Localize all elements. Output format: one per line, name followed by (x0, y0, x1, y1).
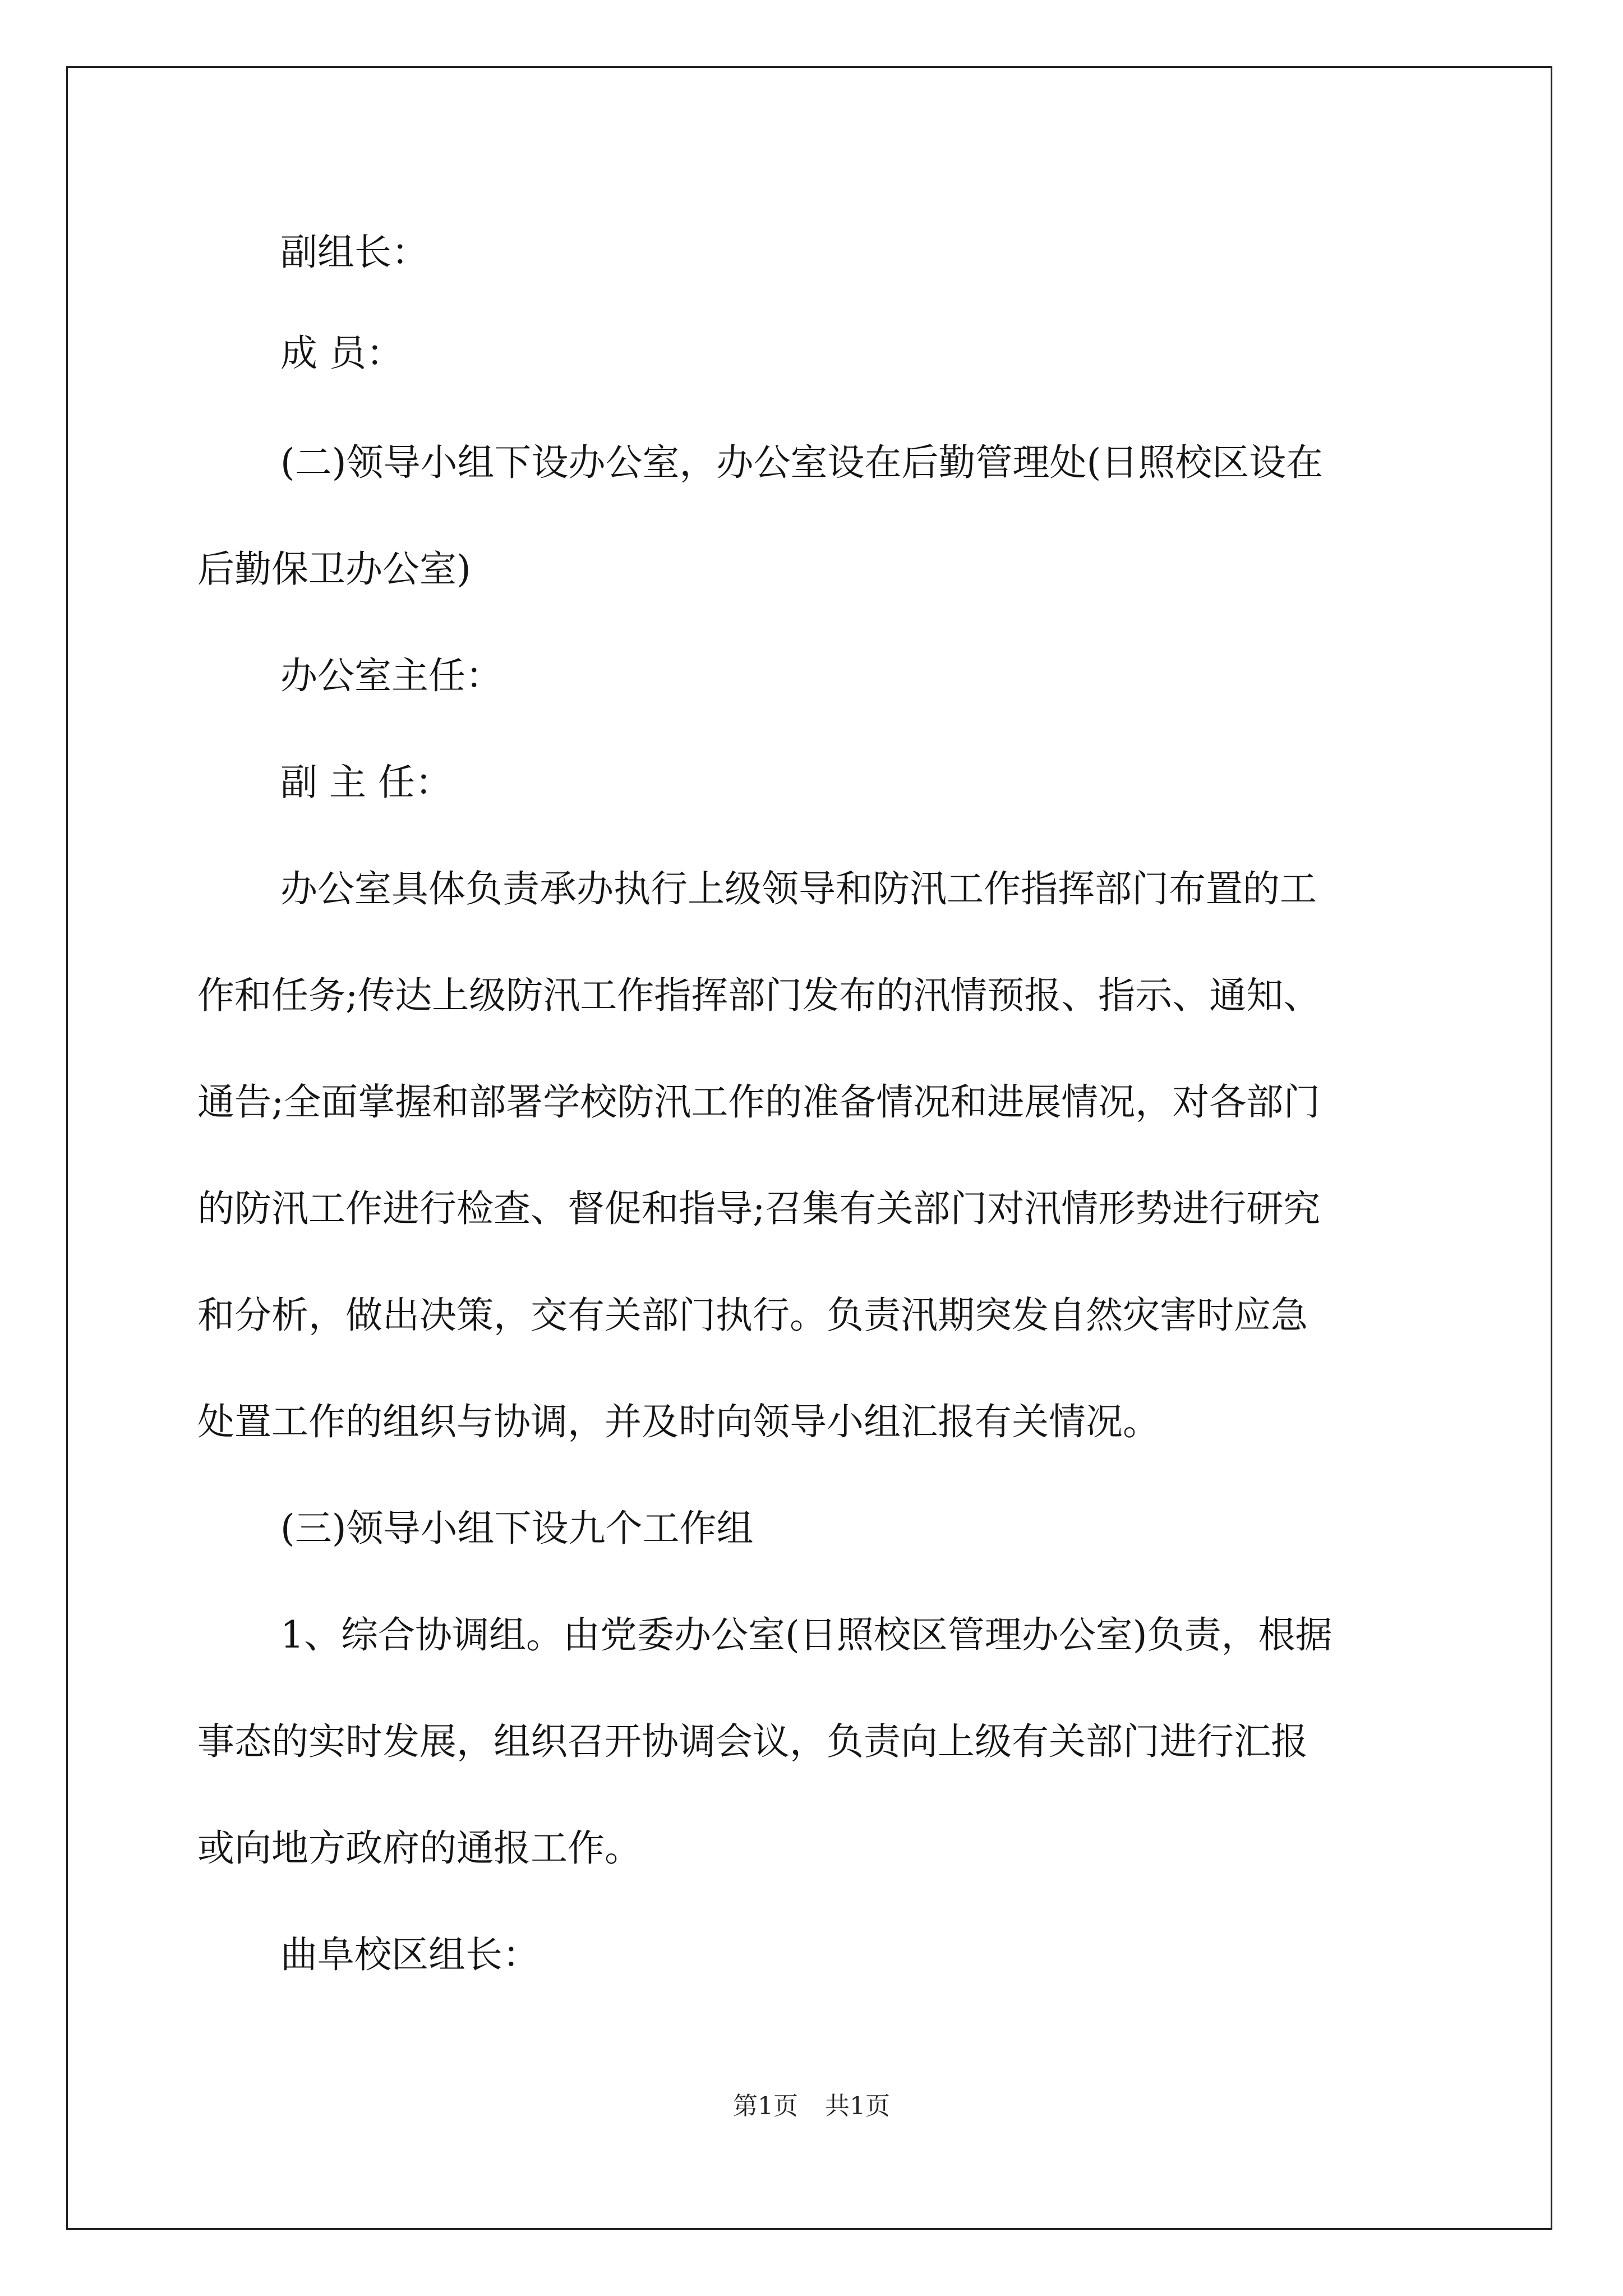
page-footer (0, 2086, 1623, 2122)
line-nine-groups: (三)领导小组下设九个工作组 (280, 1507, 754, 1550)
line-deputy-leader: 副组长： (280, 231, 428, 274)
page-border (66, 66, 1552, 2230)
line-office-duties-6: 处置工作的组织与协调，并及时向领导小组汇报有关情况。 (197, 1400, 1160, 1443)
line-office-director: 办公室主任： (280, 654, 502, 697)
page-number-current: 第1页 (733, 2092, 798, 2120)
line-office-duties-1: 办公室具体负责承办执行上级领导和防汛工作指挥部门布置的工 (280, 867, 1317, 910)
line-office-duties-2: 作和任务;传达上级防汛工作指挥部门发布的汛情预报、指示、通知、 (197, 974, 1321, 1017)
line-deputy-director: 副 主 任： (280, 761, 452, 804)
line-qufu-leader: 曲阜校区组长： (280, 1933, 540, 1976)
line-office-duties-3: 通告;全面掌握和部署学校防汛工作的准备情况和进展情况，对各部门 (197, 1080, 1321, 1124)
line-coordination-2: 事态的实时发展，组织召开协调会议，负责向上级有关部门进行汇报 (197, 1720, 1308, 1763)
line-coordination-3: 或向地方政府的通报工作。 (197, 1826, 642, 1870)
line-coordination-1: 1、综合协调组。由党委办公室(日照校区管理办公室)负责，根据 (280, 1613, 1332, 1657)
line-office-duties-5: 和分析，做出决策，交有关部门执行。负责汛期突发自然灾害时应急 (197, 1294, 1308, 1337)
line-members: 成 员： (280, 332, 403, 375)
line-office-setup: (二)领导小组下设办公室，办公室设在后勤管理处(日照校区设在 (280, 441, 1324, 484)
line-office-duties-4: 的防汛工作进行检查、督促和指导;召集有关部门对汛情形势进行研究 (197, 1187, 1321, 1230)
page-number-total: 共1页 (825, 2092, 890, 2120)
line-office-setup-cont: 后勤保卫办公室) (197, 547, 471, 591)
